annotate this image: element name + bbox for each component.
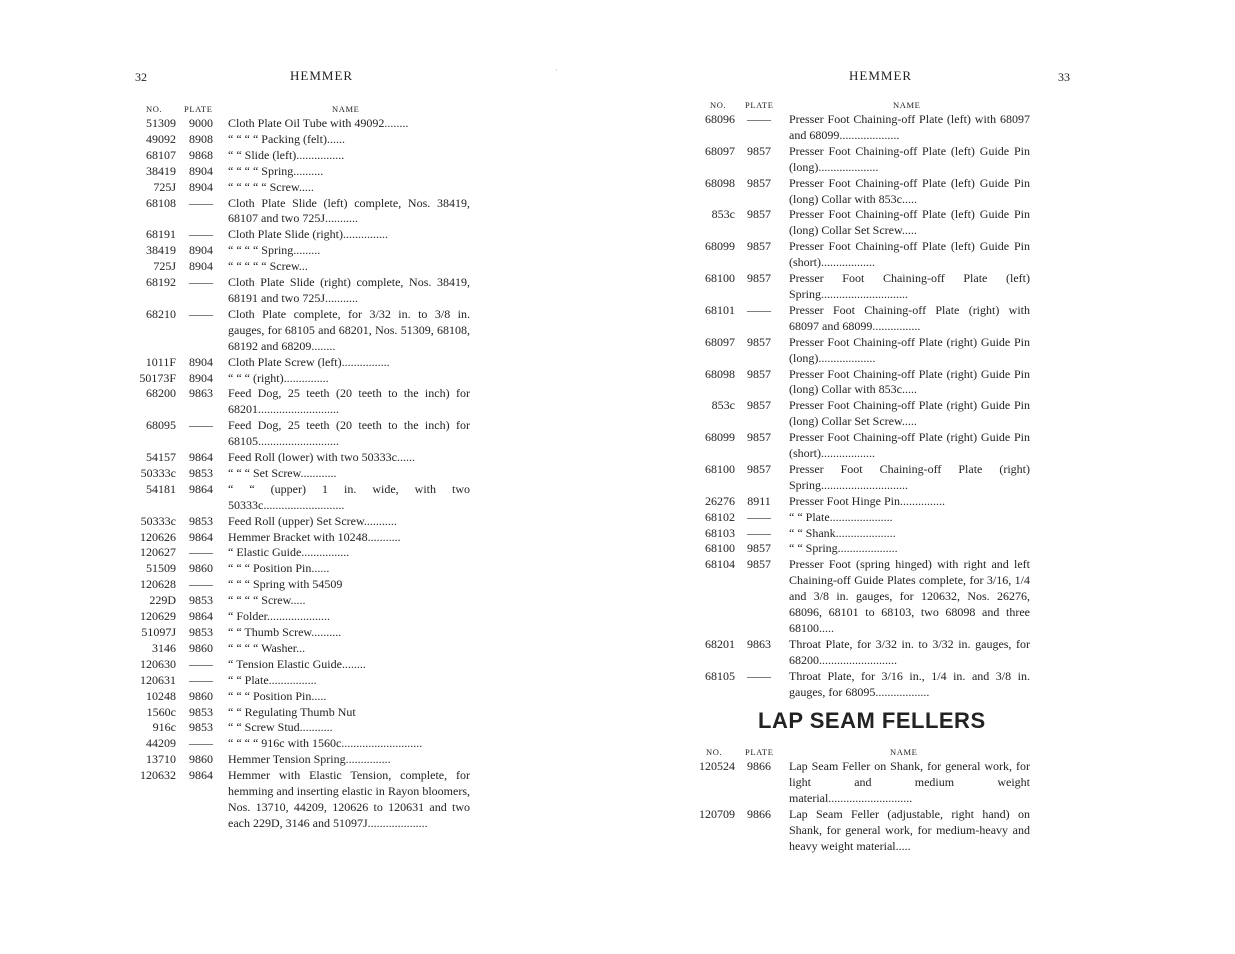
part-name: Hemmer Tension Spring...............: [228, 752, 391, 767]
plate-number: 9863: [189, 386, 213, 401]
part-name: Lap Seam Feller on Shank, for general work, for light and medium weight material............................: [789, 759, 1030, 805]
part-number: 120628: [140, 577, 176, 592]
part-name: Hemmer Bracket with 10248...........: [228, 529, 401, 544]
plate-number: 9853: [189, 593, 213, 608]
part-number: 51309: [146, 116, 176, 130]
part-number: 120709: [699, 806, 735, 821]
part-number: 68096: [705, 112, 735, 126]
part-number: 916c: [152, 720, 176, 735]
list-item: [683, 271, 1030, 303]
running-head: HEMMER: [290, 68, 354, 83]
part-number: 50333c: [140, 465, 176, 480]
plate-number: ——: [189, 418, 213, 433]
part-name: “ “ Screw Stud...........: [228, 720, 333, 735]
part-name: “ “ “ “ 916c with 1560c...........................: [228, 736, 423, 751]
part-name: Presser Foot (spring hinged) with right and left Chaining-off Guide Plates complete, for 3/16, 1/4 and 3/8 in. gauges, for 120632, Nos. 26276, 68096, 68101 to 68103, two 68098 and three 68100.....: [789, 557, 1030, 635]
part-name: Feed Dog, 25 teeth (20 teeth to the inch) for 68105...........................: [228, 418, 470, 449]
plate-number: 8904: [189, 370, 213, 385]
list-item: [120, 243, 470, 259]
list-item: [683, 669, 1030, 701]
list-item: [120, 196, 470, 228]
list-item: [683, 541, 1030, 557]
part-name: “ “ Plate.....................: [789, 509, 893, 524]
part-name: Cloth Plate Screw (left)................: [228, 354, 390, 369]
part-name: Presser Foot Chaining-off Plate (left) Spring.............................: [789, 271, 1030, 301]
list-item: [683, 398, 1030, 430]
list-item: [120, 657, 470, 673]
part-name: “ “ “ “ “ Screw.....: [228, 179, 314, 194]
plate-number: 9853: [189, 625, 213, 639]
plate-number: 9857: [747, 334, 771, 349]
plate-number: 8904: [189, 163, 213, 178]
part-name: “ “ Shank....................: [789, 525, 896, 540]
part-number: 229D: [149, 593, 176, 608]
list-item: [683, 239, 1030, 271]
part-number: 120524: [699, 759, 735, 773]
part-name: “ Elastic Guide................: [228, 545, 350, 560]
running-head: HEMMER: [849, 68, 913, 83]
plate-number: 9864: [189, 768, 213, 783]
list-item: [683, 759, 1030, 807]
plate-number: 9857: [747, 557, 771, 572]
plate-number: 9864: [189, 529, 213, 544]
list-item: [120, 116, 470, 132]
plate-number: ——: [189, 656, 213, 671]
part-name: Presser Foot Chaining-off Plate (left) with 68097 and 68099....................: [789, 112, 1030, 142]
part-name: “ “ “ “ Spring.........: [228, 243, 321, 258]
plate-number: ——: [747, 112, 771, 126]
plate-number: ——: [747, 302, 771, 317]
part-number: 68102: [705, 509, 735, 524]
plate-number: 9857: [747, 430, 771, 445]
part-name: “ “ “ “ Washer...: [228, 640, 306, 655]
part-number: 68191: [146, 227, 176, 242]
list-item: [120, 609, 470, 625]
page-number: 32: [135, 70, 147, 84]
part-number: 68108: [146, 195, 176, 210]
parts-list: [120, 116, 470, 832]
part-number: 68200: [146, 386, 176, 401]
part-number: 44209: [146, 736, 176, 751]
part-name: Presser Foot Chaining-off Plate (right) Spring.............................: [789, 461, 1030, 492]
part-number: 68100: [705, 541, 735, 556]
part-name: Presser Foot Hinge Pin...............: [789, 493, 945, 508]
plate-number: 9860: [189, 640, 213, 655]
list-item: [120, 466, 470, 482]
part-name: “ “ “ Position Pin......: [228, 561, 330, 576]
part-number: 853c: [711, 398, 735, 413]
list-item: [120, 705, 470, 721]
list-item: [120, 418, 470, 450]
list-item: [120, 386, 470, 418]
part-name: “ Folder.....................: [228, 609, 330, 624]
part-name: “ “ Slide (left)................: [228, 147, 345, 162]
part-number: 68210: [146, 306, 176, 321]
column-header-name: NAME: [332, 104, 360, 114]
part-name: “ “ “ Set Screw............: [228, 465, 337, 480]
list-item: [120, 673, 470, 689]
part-name: “ “ (upper) 1 in. wide, with two 50333c...........................: [228, 481, 470, 512]
part-name: “ “ “ (right)...............: [228, 370, 329, 385]
lap-seam-fellers-list: [683, 759, 1030, 854]
list-item: [683, 176, 1030, 208]
plate-number: 9868: [189, 147, 213, 162]
part-number: 38419: [146, 163, 176, 178]
list-item: [683, 557, 1030, 637]
part-name: Cloth Plate Slide (left) complete, Nos. 38419, 68107 and two 725J...........: [228, 195, 470, 226]
list-item: [683, 335, 1030, 367]
right-page: [618, 0, 1235, 954]
part-name: Lap Seam Feller (adjustable, right hand) on Shank, for general work, for medium-heavy and heavy weight material.....: [789, 806, 1030, 853]
part-number: 725J: [153, 259, 176, 274]
part-name: Cloth Plate Slide (right) complete, Nos. 38419, 68191 and two 725J...........: [228, 275, 470, 305]
part-number: 1011F: [145, 354, 176, 369]
part-number: 68101: [705, 302, 735, 317]
list-item: [120, 689, 470, 705]
list-item: [120, 227, 470, 243]
plate-number: ——: [189, 306, 213, 321]
part-number: 68201: [705, 636, 735, 651]
list-item: [120, 148, 470, 164]
part-number: 3146: [152, 640, 176, 655]
plate-number: 9857: [747, 207, 771, 222]
plate-number: 9857: [747, 271, 771, 286]
plate-number: ——: [189, 545, 213, 560]
part-number: 68098: [705, 175, 735, 190]
part-name: Cloth Plate complete, for 3/32 in. to 3/8 in. gauges, for 68105 and 68201, Nos. 51309, 68108, 68192 and 68209........: [228, 306, 470, 353]
list-item: [683, 144, 1030, 176]
plate-number: 9864: [189, 609, 213, 624]
column-header-name: NAME: [893, 100, 921, 110]
plate-number: 8911: [747, 493, 771, 508]
plate-number: 9860: [189, 752, 213, 767]
part-name: Presser Foot Chaining-off Plate (right) Guide Pin (long) Collar with 853c.....: [789, 366, 1030, 397]
list-item: [120, 371, 470, 387]
plate-number: 9857: [747, 366, 771, 381]
part-number: 68103: [705, 525, 735, 540]
part-name: Presser Foot Chaining-off Plate (left) Guide Pin (long)....................: [789, 143, 1030, 174]
part-number: 68095: [146, 418, 176, 433]
plate-number: 9000: [189, 116, 213, 130]
part-number: 68192: [146, 275, 176, 290]
part-number: 120630: [140, 656, 176, 671]
part-number: 68099: [705, 239, 735, 254]
part-number: 54181: [146, 481, 176, 496]
list-item: [120, 736, 470, 752]
part-number: 68100: [705, 461, 735, 476]
part-number: 68097: [705, 334, 735, 349]
part-name: “ “ “ “ Spring..........: [228, 163, 324, 178]
plate-number: ——: [189, 275, 213, 290]
part-number: 725J: [153, 179, 176, 194]
plate-number: 9853: [189, 465, 213, 480]
part-name: “ “ “ “ Screw.....: [228, 593, 306, 608]
page-number: 33: [1058, 70, 1070, 84]
part-name: “ “ Plate................: [228, 672, 317, 687]
section-column-header-plate: PLATE: [745, 747, 774, 757]
part-name: “ “ “ “ Packing (felt)......: [228, 131, 345, 146]
section-column-header-no: NO.: [706, 747, 723, 757]
list-item: [120, 482, 470, 514]
plate-number: 9857: [747, 239, 771, 254]
column-header-plate: PLATE: [745, 100, 774, 110]
plate-number: ——: [747, 668, 771, 683]
part-number: 120629: [140, 609, 176, 624]
list-item: [120, 132, 470, 148]
section-column-header-name: NAME: [890, 747, 918, 757]
part-name: “ “ Spring....................: [789, 541, 898, 556]
part-number: 1560c: [146, 704, 176, 719]
plate-number: 9866: [747, 806, 771, 821]
part-name: Cloth Plate Slide (right)...............: [228, 227, 388, 242]
list-item: [683, 112, 1030, 144]
plate-number: ——: [189, 577, 213, 592]
part-name: “ “ Thumb Screw..........: [228, 625, 342, 639]
list-item: [120, 307, 470, 355]
plate-number: 9860: [189, 561, 213, 576]
list-item: [683, 510, 1030, 526]
list-item: [120, 577, 470, 593]
part-number: 120626: [140, 529, 176, 544]
part-number: 50333c: [140, 513, 176, 528]
part-name: Presser Foot Chaining-off Plate (left) Guide Pin (long) Collar with 853c.....: [789, 175, 1030, 206]
part-name: Feed Roll (upper) Set Screw...........: [228, 513, 397, 528]
part-name: Presser Foot Chaining-off Plate (left) Guide Pin (long) Collar Set Screw.....: [789, 207, 1030, 238]
plate-number: ——: [747, 525, 771, 540]
list-item: [120, 450, 470, 466]
part-name: “ “ “ Spring with 54509: [228, 577, 343, 592]
plate-number: ——: [189, 227, 213, 242]
plate-number: 9860: [189, 688, 213, 703]
part-number: 68097: [705, 143, 735, 158]
part-number: 68107: [146, 147, 176, 162]
plate-number: 9857: [747, 541, 771, 556]
part-number: 38419: [146, 243, 176, 258]
plate-number: 9853: [189, 720, 213, 735]
list-item: [120, 164, 470, 180]
list-item: [683, 303, 1030, 335]
part-number: 50173F: [139, 370, 176, 385]
list-item: [683, 367, 1030, 399]
part-name: “ “ “ Position Pin.....: [228, 688, 327, 703]
list-item: [683, 526, 1030, 542]
list-item: [683, 807, 1030, 855]
part-name: “ “ Regulating Thumb Nut: [228, 704, 356, 719]
left-page: [0, 0, 600, 954]
column-header-no: NO.: [146, 104, 163, 114]
part-number: 120631: [140, 672, 176, 687]
list-item: [120, 530, 470, 546]
part-name: Presser Foot Chaining-off Plate (right) Guide Pin (long) Collar Set Screw.....: [789, 398, 1030, 429]
part-number: 51509: [146, 561, 176, 576]
plate-number: 8904: [189, 243, 213, 258]
list-item: [683, 462, 1030, 494]
list-item: [120, 355, 470, 371]
plate-number: ——: [189, 736, 213, 751]
plate-number: ——: [747, 509, 771, 524]
column-header-plate: PLATE: [184, 104, 213, 114]
list-item: [120, 593, 470, 609]
list-item: [120, 720, 470, 736]
plate-number: 9864: [189, 450, 213, 465]
part-number: 120632: [140, 768, 176, 783]
plate-number: 9853: [189, 704, 213, 719]
part-name: Presser Foot Chaining-off Plate (right) Guide Pin (long)...................: [789, 334, 1030, 365]
part-number: 13710: [146, 752, 176, 767]
part-name: Feed Dog, 25 teeth (20 teeth to the inch) for 68201...........................: [228, 386, 470, 417]
list-item: [683, 430, 1030, 462]
part-number: 26276: [705, 493, 735, 508]
part-name: “ “ “ “ “ Screw...: [228, 259, 308, 274]
gutter-mark: ·: [555, 66, 558, 75]
plate-number: 9866: [747, 759, 771, 773]
list-item: [120, 275, 470, 307]
part-name: Hemmer with Elastic Tension, complete, for hemming and inserting elastic in Rayon bloomers, Nos. 13710, 44209, 120626 to 120631 and two each 229D, 3146 and 51097J....................: [228, 768, 470, 830]
part-name: Feed Roll (lower) with two 50333c......: [228, 450, 415, 465]
plate-number: 9857: [747, 175, 771, 190]
plate-number: ——: [189, 672, 213, 687]
column-header-no: NO.: [710, 100, 727, 110]
plate-number: 8904: [189, 259, 213, 274]
plate-number: 9857: [747, 461, 771, 476]
list-item: [120, 625, 470, 641]
plate-number: 9864: [189, 481, 213, 496]
part-number: 10248: [146, 688, 176, 703]
part-name: “ Tension Elastic Guide........: [228, 656, 366, 671]
list-item: [120, 768, 470, 832]
list-item: [120, 752, 470, 768]
part-number: 68104: [705, 557, 735, 572]
part-name: Throat Plate, for 3/32 in. to 3/32 in. gauges, for 68200..........................: [789, 636, 1030, 667]
plate-number: 9857: [747, 143, 771, 158]
list-item: [683, 637, 1030, 669]
plate-number: 8904: [189, 179, 213, 194]
plate-number: ——: [189, 195, 213, 210]
part-number: 68100: [705, 271, 735, 286]
part-name: Throat Plate, for 3/16 in., 1/4 in. and 3/8 in. gauges, for 68095..................: [789, 668, 1030, 699]
plate-number: 9863: [747, 636, 771, 651]
part-number: 54157: [146, 450, 176, 465]
list-item: [683, 207, 1030, 239]
part-number: 49092: [146, 131, 176, 146]
parts-list: [683, 112, 1030, 701]
plate-number: 8904: [189, 354, 213, 369]
part-number: 853c: [711, 207, 735, 222]
part-name: Presser Foot Chaining-off Plate (left) Guide Pin (short)..................: [789, 239, 1030, 270]
list-item: [120, 180, 470, 196]
part-number: 120627: [140, 545, 176, 560]
plate-number: 9857: [747, 398, 771, 413]
part-number: 68099: [705, 430, 735, 445]
list-item: [120, 641, 470, 657]
list-item: [120, 561, 470, 577]
part-name: Cloth Plate Oil Tube with 49092........: [228, 116, 409, 130]
list-item: [120, 545, 470, 561]
list-item: [120, 259, 470, 275]
part-number: 51097J: [141, 625, 176, 639]
part-name: Presser Foot Chaining-off Plate (right) Guide Pin (short)..................: [789, 430, 1030, 461]
part-number: 68105: [705, 668, 735, 683]
section-title: LAP SEAM FELLERS: [758, 708, 986, 733]
part-number: 68098: [705, 366, 735, 381]
list-item: [120, 514, 470, 530]
part-name: Presser Foot Chaining-off Plate (right) with 68097 and 68099................: [789, 302, 1030, 333]
plate-number: 9853: [189, 513, 213, 528]
list-item: [683, 494, 1030, 510]
plate-number: 8908: [189, 131, 213, 146]
